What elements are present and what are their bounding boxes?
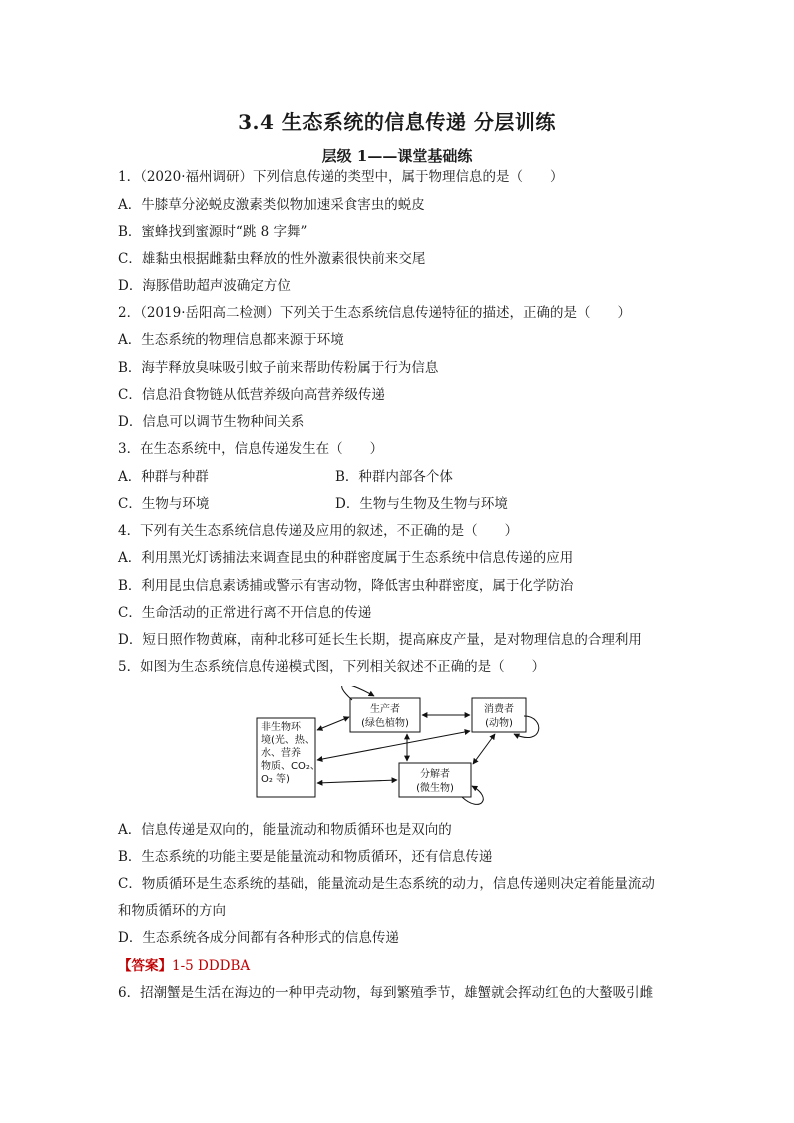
q5-option-c-line2: 和物质循环的方向 [118,903,226,919]
page-title: 3.4 生态系统的信息传递 分层训练 [238,110,556,134]
q3-option-d: D．生物与生物及生物与环境 [335,496,508,512]
abiotic-producer-arrow [317,717,349,730]
q4-stem: 4．下列有关生态系统信息传递及应用的叙述，不正确的是（ ） [118,523,519,539]
info-transfer-diagram [250,686,550,806]
abiotic-text-4: 物质、CO₂、 [261,761,320,772]
q1-option-b: B．蜜蜂找到蜜源时“跳 8 字舞” [118,224,308,240]
abiotic-text-3: 水、营养 [261,748,301,759]
section-subtitle: 层级 1——课堂基础练 [321,147,473,165]
consumer-text-2: (动物) [485,718,513,729]
q2-stem: 2．（2019·岳阳高二检测）下列关于生态系统信息传递特征的描述，正确的是（ ） [118,305,631,321]
q1-stem: 1．（2020·福州调研）下列信息传递的类型中，属于物理信息的是（ ） [118,169,564,185]
q1-option-a: A．牛膝草分泌蜕皮激素类似物加速采食害虫的蜕皮 [118,197,425,213]
abiotic-text-1: 非生物环 [261,722,301,733]
q2-option-d: D．信息可以调节生物种间关系 [118,414,305,430]
q5-option-b: B．生态系统的功能主要是能量流动和物质循环，还有信息传递 [118,849,493,865]
q2-option-b: B．海芋释放臭味吸引蚊子前来帮助传粉属于行为信息 [118,360,439,376]
answer-tag: 【答案】 [118,958,172,974]
q1-option-c: C．雄黏虫根据雌黏虫释放的性外激素很快前来交尾 [118,251,426,267]
q4-option-b: B．利用昆虫信息素诱捕或警示有害动物，降低害虫种群密度，属于化学防治 [118,578,574,594]
producer-text-2: (绿色植物) [361,718,409,729]
q3-option-c: C．生物与环境 [118,496,210,512]
decomposer-text-2: (微生物) [416,783,454,794]
q5-option-a: A．信息传递是双向的，能量流动和物质循环也是双向的 [118,822,452,838]
q3-row1 [118,468,209,486]
answer-value: 1-5 DDDBA [172,958,251,974]
q2-option-c: C．信息沿食物链从低营养级向高营养级传递 [118,387,385,403]
abiotic-decomposer-arrow [317,780,397,783]
consumer-text-1: 消费者 [484,704,514,715]
abiotic-text-2: 境(光、热、 [261,735,315,746]
q4-option-c: C．生命活动的正常进行离不开信息的传递 [118,605,372,621]
q4-option-d: D．短日照作物黄麻，南种北移可延长生长期，提高麻皮产量，是对物理信息的合理利用 [118,632,642,648]
q1-option-d: D．海豚借助超声波确定方位 [118,278,291,294]
q4-option-a: A．利用黑光灯诱捕法来调查昆虫的种群密度属于生态系统中信息传递的应用 [118,550,574,566]
answer-line [118,957,250,975]
q5-option-c-line1: C．物质循环是生态系统的基础，能量流动是生态系统的动力，信息传递则决定着能量流动 [118,876,655,892]
consumer-decomposer-arrow [473,734,495,764]
q6-stem: 6．招潮蟹是生活在海边的一种甲壳动物，每到繁殖季节，雄蟹就会挥动红色的大螯吸引雌 [118,985,654,1001]
q5-stem: 5．如图为生态系统信息传递模式图，下列相关叙述不正确的是（ ） [118,659,546,675]
q3-option-b: B．种群内部各个体 [335,469,453,485]
producer-text-1: 生产者 [370,704,400,715]
q5-option-d: D．生态系统各成分间都有各种形式的信息传递 [118,930,399,946]
q3-option-a: A．种群与种群 [118,469,209,485]
decomposer-text-1: 分解者 [420,769,450,780]
abiotic-consumer-arrow [317,731,470,760]
q3-stem: 3．在生态系统中，信息传递发生在（ ） [118,441,384,457]
abiotic-text-5: O₂ 等) [261,774,290,785]
q2-option-a: A．生态系统的物理信息都来源于环境 [118,332,344,348]
